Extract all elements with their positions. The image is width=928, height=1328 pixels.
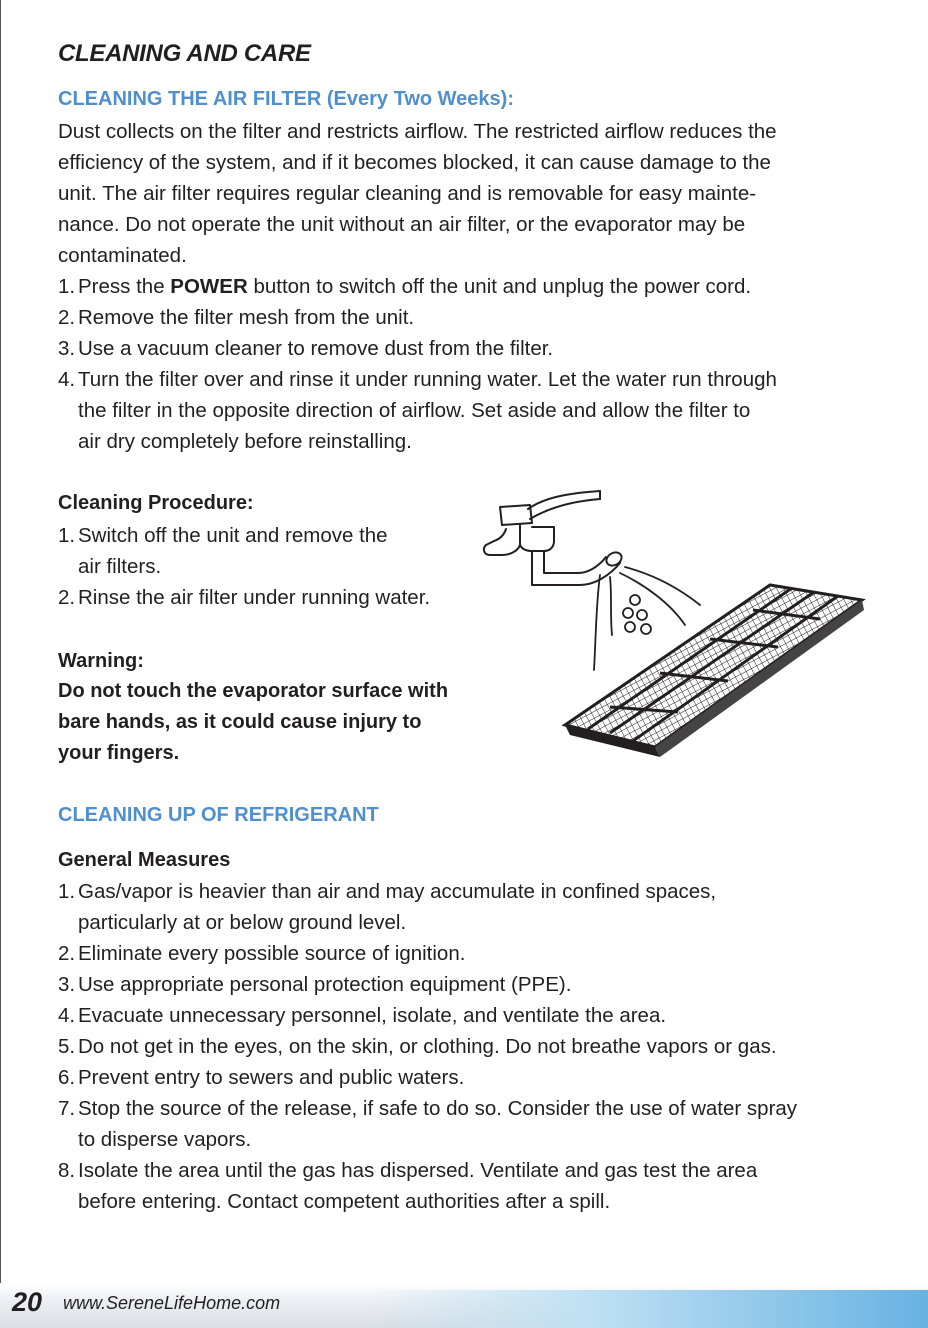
power-button-label: POWER <box>170 275 248 298</box>
step-text: button to switch off the unit and unplug the power cord. <box>247 275 752 298</box>
step-text: particularly at or below ground level. <box>78 911 407 934</box>
list-item <box>58 876 888 938</box>
step-text: Press the <box>78 275 171 298</box>
step-text: Turn the filter over and rinse it under running water. Let the water run through <box>78 368 777 391</box>
step-number: 1. <box>58 275 76 298</box>
refrigerant-steps <box>58 876 888 1217</box>
warning-heading: Warning: <box>58 650 144 672</box>
list-item <box>58 1031 888 1062</box>
step-text: Eliminate every possible source of ignition. <box>78 942 466 965</box>
step-text: Isolate the area until the gas has dispersed. Ventilate and gas test the area <box>78 1159 758 1182</box>
intro-line: contaminated. <box>58 244 187 267</box>
list-item <box>58 1155 888 1217</box>
step-number: 1. <box>58 880 76 903</box>
general-measures-heading: General Measures <box>58 849 231 871</box>
list-item <box>58 302 888 333</box>
warning-line: bare hands, as it could cause injury to <box>58 711 422 733</box>
list-item <box>58 1000 888 1031</box>
step-text: Use a vacuum cleaner to remove dust from the filter. <box>78 337 554 360</box>
faucet-icon <box>484 491 624 585</box>
step-text: before entering. Contact competent authorities after a spill. <box>78 1190 611 1213</box>
refrigerant-heading: CLEANING UP OF REFRIGERANT <box>58 804 379 826</box>
list-item <box>58 333 888 364</box>
intro-line: nance. Do not operate the unit without an air filter, or the evaporator may be <box>58 213 746 236</box>
filter-rinse-illustration <box>470 485 870 760</box>
step-text: Stop the source of the release, if safe to do so. Consider the use of water spray <box>78 1097 798 1120</box>
step-number: 4. <box>58 1004 76 1027</box>
step-text: Switch off the unit and remove the <box>78 524 388 547</box>
step-number: 2. <box>58 586 76 609</box>
step-text: Prevent entry to sewers and public waters. <box>78 1066 465 1089</box>
list-item <box>58 582 488 613</box>
air-filter-heading: CLEANING THE AIR FILTER (Every Two Weeks): <box>58 88 514 110</box>
list-item <box>58 520 488 582</box>
list-item <box>58 1093 888 1155</box>
step-number: 2. <box>58 306 76 329</box>
step-text: air filters. <box>78 555 162 578</box>
step-text: Evacuate unnecessary personnel, isolate, and ventilate the area. <box>78 1004 667 1027</box>
step-text: Remove the filter mesh from the unit. <box>78 306 415 329</box>
step-number: 4. <box>58 368 76 391</box>
warning-line: your fingers. <box>58 742 180 764</box>
step-number: 3. <box>58 973 76 996</box>
intro-line: efficiency of the system, and if it becomes blocked, it can cause damage to the <box>58 151 771 174</box>
page-number: 20 <box>12 1287 43 1317</box>
warning-line: Do not touch the evaporator surface with <box>58 680 449 702</box>
step-number: 7. <box>58 1097 76 1120</box>
step-text: Use appropriate personal protection equipment (PPE). <box>78 973 572 996</box>
step-number: 6. <box>58 1066 76 1089</box>
list-item <box>58 969 888 1000</box>
step-text: Gas/vapor is heavier than air and may accumulate in confined spaces, <box>78 880 717 903</box>
website-link[interactable]: www.SereneLifeHome.com <box>63 1293 281 1313</box>
air-filter-intro <box>58 116 870 271</box>
intro-line: Dust collects on the filter and restricts airflow. The restricted airflow reduces the <box>58 120 777 143</box>
air-filter-icon <box>565 585 864 757</box>
step-text: Do not get in the eyes, on the skin, or clothing. Do not breathe vapors or gas. <box>78 1035 777 1058</box>
step-number: 5. <box>58 1035 76 1058</box>
list-item <box>58 271 888 302</box>
step-number: 2. <box>58 942 76 965</box>
step-number: 8. <box>58 1159 76 1182</box>
list-item <box>58 1062 888 1093</box>
list-item <box>58 938 888 969</box>
step-number: 3. <box>58 337 76 360</box>
cleaning-procedure-steps <box>58 520 488 613</box>
step-number: 1. <box>58 524 76 547</box>
list-item <box>58 364 888 457</box>
step-text: to disperse vapors. <box>78 1128 252 1151</box>
step-text: the filter in the opposite direction of airflow. Set aside and allow the filter to <box>78 399 751 422</box>
warning-text <box>58 676 498 769</box>
step-text: air dry completely before reinstalling. <box>78 430 412 453</box>
step-text: Rinse the air filter under running water. <box>78 586 431 609</box>
page-title: CLEANING AND CARE <box>58 40 311 67</box>
cleaning-procedure-heading: Cleaning Procedure: <box>58 492 254 514</box>
intro-line: unit. The air filter requires regular cleaning and is removable for easy mainte- <box>58 182 757 205</box>
footer-accent-band <box>368 1290 928 1328</box>
air-filter-steps <box>58 271 888 457</box>
